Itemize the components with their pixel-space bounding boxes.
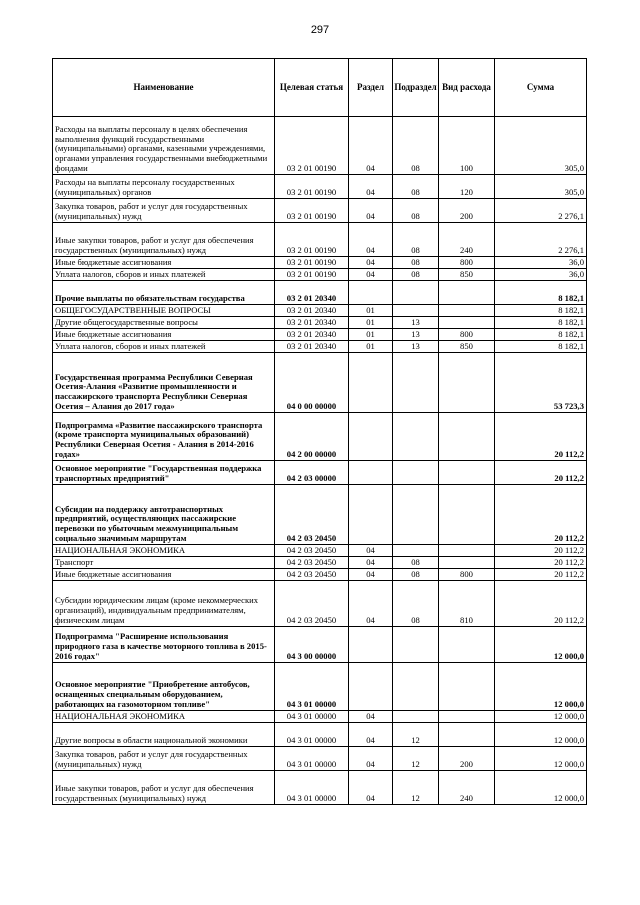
table-row (53, 175, 587, 199)
row-name: Подпрограмма «Развитие пассажирского транспорта (кроме транспорта муниципальных образований) Республики Северная Осетия - Алания в 2014-2016 годах» (53, 413, 275, 461)
row-expense-type (439, 663, 495, 711)
row-section (349, 663, 393, 711)
table-row (53, 199, 587, 223)
row-target-code: 03 2 01 20340 (275, 341, 349, 353)
row-sum: 12 000,0 (495, 771, 587, 805)
row-name: Иные бюджетные ассигнования (53, 257, 275, 269)
row-name: Другие вопросы в области национальной экономики (53, 723, 275, 747)
row-sum: 12 000,0 (495, 627, 587, 663)
row-section: 04 (349, 723, 393, 747)
row-subsection (393, 545, 439, 557)
row-subsection: 13 (393, 317, 439, 329)
row-subsection: 08 (393, 223, 439, 257)
row-subsection: 13 (393, 341, 439, 353)
row-name: Иные бюджетные ассигнования (53, 569, 275, 581)
table-row (53, 771, 587, 805)
row-target-code: 04 2 03 20450 (275, 581, 349, 627)
row-sum: 2 276,1 (495, 199, 587, 223)
row-target-code: 03 2 01 00190 (275, 175, 349, 199)
table-row (53, 305, 587, 317)
table-row (53, 581, 587, 627)
row-sum: 8 182,1 (495, 341, 587, 353)
row-name: Субсидии юридическим лицам (кроме некоммерческих организаций), индивидуальным предпринимателям, физическим лицам (53, 581, 275, 627)
header-section: Раздел (349, 59, 393, 117)
row-sum: 305,0 (495, 175, 587, 199)
table-row (53, 329, 587, 341)
table-row (53, 341, 587, 353)
row-name: НАЦИОНАЛЬНАЯ ЭКОНОМИКА (53, 711, 275, 723)
header-sum: Сумма (495, 59, 587, 117)
row-name: ОБЩЕГОСУДАРСТВЕННЫЕ ВОПРОСЫ (53, 305, 275, 317)
row-sum: 12 000,0 (495, 723, 587, 747)
row-subsection: 13 (393, 329, 439, 341)
row-subsection (393, 461, 439, 485)
row-section (349, 353, 393, 413)
row-sum: 12 000,0 (495, 747, 587, 771)
row-name: Прочие выплаты по обязательствам государства (53, 281, 275, 305)
row-expense-type: 800 (439, 329, 495, 341)
row-section (349, 281, 393, 305)
row-subsection: 08 (393, 269, 439, 281)
row-sum: 36,0 (495, 269, 587, 281)
table-row (53, 317, 587, 329)
row-sum: 20 112,2 (495, 557, 587, 569)
row-section: 04 (349, 771, 393, 805)
row-sum: 53 723,3 (495, 353, 587, 413)
row-target-code: 04 2 03 20450 (275, 545, 349, 557)
row-section: 04 (349, 581, 393, 627)
row-subsection: 08 (393, 257, 439, 269)
row-subsection (393, 711, 439, 723)
row-section: 04 (349, 269, 393, 281)
row-section: 01 (349, 305, 393, 317)
row-target-code: 04 3 01 00000 (275, 663, 349, 711)
row-expense-type (439, 317, 495, 329)
row-section: 01 (349, 329, 393, 341)
table-row (53, 257, 587, 269)
row-subsection: 08 (393, 199, 439, 223)
row-expense-type: 850 (439, 269, 495, 281)
row-name: Уплата налогов, сборов и иных платежей (53, 341, 275, 353)
row-expense-type: 200 (439, 199, 495, 223)
row-target-code: 03 2 01 20340 (275, 305, 349, 317)
row-sum: 8 182,1 (495, 317, 587, 329)
row-section: 04 (349, 747, 393, 771)
table-row (53, 117, 587, 175)
row-target-code: 03 2 01 00190 (275, 199, 349, 223)
table-row (53, 223, 587, 257)
row-expense-type (439, 485, 495, 545)
row-expense-type: 850 (439, 341, 495, 353)
table-row (53, 557, 587, 569)
row-name: Иные бюджетные ассигнования (53, 329, 275, 341)
row-target-code: 04 3 01 00000 (275, 711, 349, 723)
row-sum: 305,0 (495, 117, 587, 175)
row-name: Расходы на выплаты персоналу в целях обеспечения выполнения функций государственными (муниципальными) органами, казенными учреждениями, органами управления государственными внебюджетными фондами (53, 117, 275, 175)
row-section: 04 (349, 557, 393, 569)
row-name: Другие общегосударственные вопросы (53, 317, 275, 329)
row-target-code: 03 2 01 00190 (275, 257, 349, 269)
row-target-code: 03 2 01 20340 (275, 317, 349, 329)
row-expense-type (439, 305, 495, 317)
header-target: Целевая статья (275, 59, 349, 117)
row-subsection: 08 (393, 557, 439, 569)
row-expense-type: 240 (439, 223, 495, 257)
row-sum: 20 112,2 (495, 461, 587, 485)
row-name: Расходы на выплаты персоналу государственных (муниципальных) органов (53, 175, 275, 199)
row-name: Подпрограмма "Расширение использования природного газа в качестве моторного топлива в 2015-2016 годах" (53, 627, 275, 663)
row-target-code: 04 3 00 00000 (275, 627, 349, 663)
row-expense-type (439, 281, 495, 305)
table-header-row (53, 59, 587, 117)
row-name: Закупка товаров, работ и услуг для государственных (муниципальных) нужд (53, 747, 275, 771)
table-row (53, 269, 587, 281)
row-name: Основное мероприятие "Приобретение автобусов, оснащенных специальным оборудованием, работающих на газомоторном топливе" (53, 663, 275, 711)
table-row (53, 281, 587, 305)
row-expense-type (439, 545, 495, 557)
row-subsection (393, 413, 439, 461)
row-name: Иные закупки товаров, работ и услуг для обеспечения государственных (муниципальных) нужд (53, 771, 275, 805)
row-section: 04 (349, 257, 393, 269)
table-row (53, 663, 587, 711)
row-target-code: 04 2 03 20450 (275, 557, 349, 569)
table-row (53, 627, 587, 663)
row-target-code: 04 3 01 00000 (275, 747, 349, 771)
row-section: 04 (349, 199, 393, 223)
row-name: Основное мероприятие "Государственная поддержка транспортных предприятий" (53, 461, 275, 485)
row-section: 04 (349, 711, 393, 723)
row-name: Государственная программа Республики Северная Осетия-Алания «Развитие промышленности и пассажирского транспорта Республики Северная Осетия – Алания до 2017 года» (53, 353, 275, 413)
table-row (53, 723, 587, 747)
row-expense-type: 200 (439, 747, 495, 771)
row-expense-type: 800 (439, 257, 495, 269)
row-sum: 8 182,1 (495, 281, 587, 305)
row-sum: 2 276,1 (495, 223, 587, 257)
row-expense-type (439, 353, 495, 413)
row-subsection (393, 627, 439, 663)
row-expense-type (439, 711, 495, 723)
row-subsection: 08 (393, 117, 439, 175)
row-sum: 20 112,2 (495, 413, 587, 461)
row-expense-type: 240 (439, 771, 495, 805)
row-expense-type: 810 (439, 581, 495, 627)
row-target-code: 03 2 01 00190 (275, 269, 349, 281)
table-row (53, 353, 587, 413)
row-subsection: 12 (393, 771, 439, 805)
row-target-code: 03 2 01 20340 (275, 281, 349, 305)
row-section (349, 461, 393, 485)
row-sum: 8 182,1 (495, 305, 587, 317)
row-expense-type (439, 557, 495, 569)
row-name: Уплата налогов, сборов и иных платежей (53, 269, 275, 281)
row-target-code: 04 3 01 00000 (275, 771, 349, 805)
row-expense-type (439, 461, 495, 485)
row-section (349, 627, 393, 663)
row-sum: 20 112,2 (495, 545, 587, 557)
row-expense-type: 800 (439, 569, 495, 581)
row-section: 04 (349, 545, 393, 557)
row-section (349, 485, 393, 545)
row-target-code: 04 2 00 00000 (275, 413, 349, 461)
row-target-code: 04 2 03 00000 (275, 461, 349, 485)
table-body (53, 117, 587, 805)
row-section: 04 (349, 175, 393, 199)
row-sum: 20 112,2 (495, 569, 587, 581)
budget-table (52, 58, 587, 805)
row-section: 04 (349, 117, 393, 175)
row-target-code: 04 0 00 00000 (275, 353, 349, 413)
table-row (53, 413, 587, 461)
row-subsection (393, 485, 439, 545)
row-name: НАЦИОНАЛЬНАЯ ЭКОНОМИКА (53, 545, 275, 557)
row-target-code: 04 2 03 20450 (275, 485, 349, 545)
row-sum: 36,0 (495, 257, 587, 269)
row-target-code: 04 3 01 00000 (275, 723, 349, 747)
table-row (53, 711, 587, 723)
row-subsection: 12 (393, 723, 439, 747)
row-subsection: 08 (393, 569, 439, 581)
row-section (349, 413, 393, 461)
row-name: Закупка товаров, работ и услуг для государственных (муниципальных) нужд (53, 199, 275, 223)
row-name: Субсидии на поддержку автотранспортных предприятий, осуществляющих пассажирские перевозки по убыточным межмуниципальным социально значимым маршрутам (53, 485, 275, 545)
row-target-code: 03 2 01 00190 (275, 223, 349, 257)
table-row (53, 461, 587, 485)
row-target-code: 03 2 01 00190 (275, 117, 349, 175)
row-sum: 12 000,0 (495, 663, 587, 711)
row-target-code: 04 2 03 20450 (275, 569, 349, 581)
row-name: Транспорт (53, 557, 275, 569)
row-subsection: 08 (393, 175, 439, 199)
row-section: 04 (349, 569, 393, 581)
row-name: Иные закупки товаров, работ и услуг для обеспечения государственных (муниципальных) нужд (53, 223, 275, 257)
row-expense-type: 120 (439, 175, 495, 199)
row-section: 01 (349, 317, 393, 329)
row-expense-type (439, 413, 495, 461)
row-subsection: 12 (393, 747, 439, 771)
page-number: 297 (310, 24, 330, 36)
table-row (53, 545, 587, 557)
row-subsection (393, 663, 439, 711)
row-subsection: 08 (393, 581, 439, 627)
row-expense-type: 100 (439, 117, 495, 175)
row-sum: 12 000,0 (495, 711, 587, 723)
row-sum: 8 182,1 (495, 329, 587, 341)
row-subsection (393, 305, 439, 317)
row-section: 04 (349, 223, 393, 257)
row-subsection (393, 353, 439, 413)
row-target-code: 03 2 01 20340 (275, 329, 349, 341)
row-expense-type (439, 723, 495, 747)
header-type: Вид расхода (439, 59, 495, 117)
row-expense-type (439, 627, 495, 663)
table-row (53, 485, 587, 545)
row-subsection (393, 281, 439, 305)
row-sum: 20 112,2 (495, 581, 587, 627)
table-row (53, 747, 587, 771)
header-subsection: Подраздел (393, 59, 439, 117)
row-section: 01 (349, 341, 393, 353)
row-sum: 20 112,2 (495, 485, 587, 545)
table-row (53, 569, 587, 581)
header-name: Наименование (53, 59, 275, 117)
